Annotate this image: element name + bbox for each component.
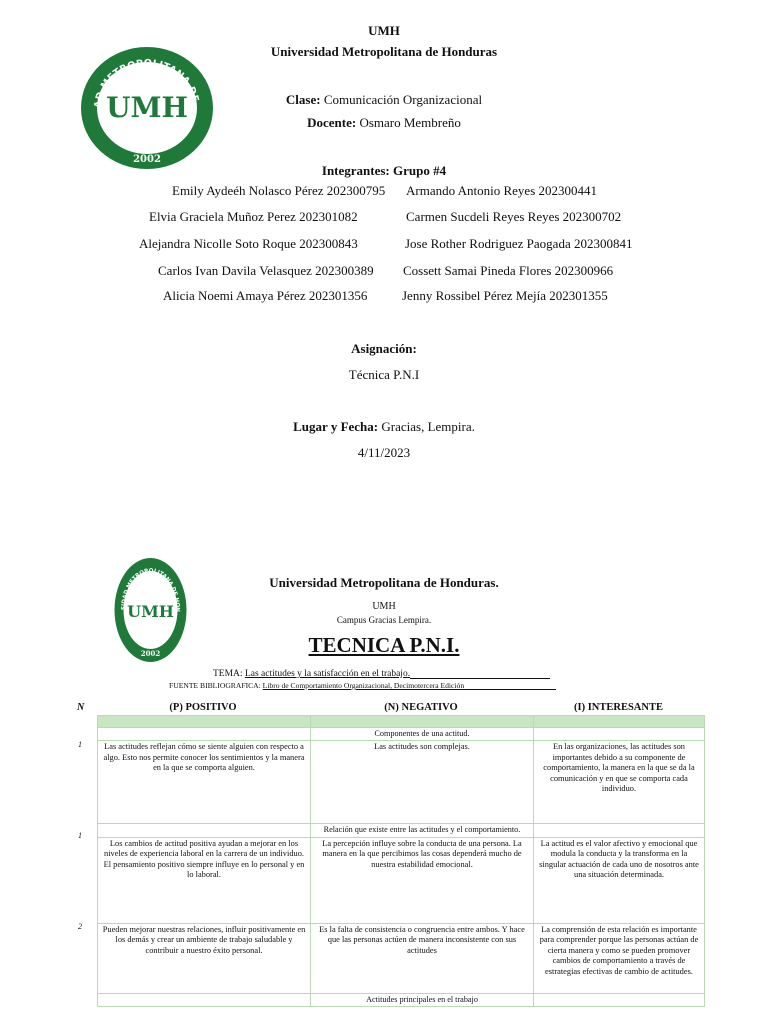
- page2-campus: Campus Gracias Lempira.: [336, 615, 432, 625]
- tema-underline: [410, 669, 550, 679]
- page2-acronym: UMH: [372, 601, 396, 612]
- section-row: [98, 824, 705, 837]
- member-name: Cossett Samai Pineda Flores 202300966: [403, 263, 614, 278]
- tema-label: TEMA:: [213, 669, 243, 679]
- class-label: Clase:: [285, 92, 321, 107]
- section-title: Actitudes principales en el trabajo: [311, 993, 534, 1006]
- cell-interesante: En las organizaciones, las actitudes son importantes debido a su componente de comportamiento, la manera en la que se da la comunicación y en que se comporta cada individuo.: [534, 741, 705, 824]
- header-positivo: (P) POSITIVO: [169, 702, 237, 713]
- class-value: Comunicación Organizacional: [323, 92, 483, 107]
- page2-university: Universidad Metropolitana de Honduras.: [269, 575, 499, 590]
- logo-center-text: UMH: [106, 91, 188, 124]
- row-number: 1: [78, 831, 82, 840]
- header-negativo: (N) NEGATIVO: [384, 702, 458, 713]
- section-row: [98, 728, 705, 741]
- umh-logo: [79, 45, 215, 171]
- row-number: 2: [78, 922, 82, 931]
- assignment-value: Técnica P.N.I: [348, 367, 420, 382]
- assignment-label: Asignación:: [351, 341, 417, 356]
- cell-negativo: Las actitudes son complejas.: [311, 741, 534, 824]
- cell-positivo: Las actitudes reflejan cómo se siente alguien con respecto a algo. Esto nos permite conocer los sentimientos y la manera en la que se comporta alguien.: [98, 741, 311, 824]
- cell-interesante: La comprensión de esta relación es importante para comprender porque las personas actúan de cierta manera y como se pueden promover cambios de comportamiento a través de estrategias efectivas de cambio de actitudes.: [534, 923, 705, 993]
- table-row: [98, 923, 705, 993]
- member-name: Carlos Ivan Davila Velasquez 202300389: [158, 263, 374, 278]
- class-line: [0, 92, 768, 108]
- header-n: N: [77, 702, 85, 713]
- logo-center-text: UMH: [127, 602, 174, 621]
- place-label: Lugar y Fecha:: [293, 419, 379, 434]
- page2-title: TECNICA P.N.I.: [308, 633, 460, 657]
- member-name: Armando Antonio Reyes 202300441: [406, 183, 598, 198]
- member-name: Emily Aydeéh Nolasco Pérez 202300795: [172, 183, 386, 198]
- member-name: Alejandra Nicolle Soto Roque 202300843: [139, 236, 358, 251]
- logo-year: 2002: [140, 649, 161, 658]
- section-row: [98, 993, 705, 1006]
- member-row: [0, 183, 768, 203]
- tema-value: Las actitudes y la satisfacción en el trabajo.: [244, 669, 411, 679]
- logo-year: 2002: [133, 154, 161, 165]
- place-line: [0, 419, 768, 435]
- cell-negativo: Es la falta de consistencia o congruencia entre ambos. Y hace que las personas actúen de manera inconsistente con sus actitudes: [311, 923, 534, 993]
- source-label: FUENTE BIBLIOGRAFICA:: [169, 681, 261, 690]
- members-title: Integrantes: Grupo #4: [321, 163, 447, 178]
- member-name: Carmen Sucdeli Reyes Reyes 202300702: [406, 209, 622, 224]
- member-row: [0, 209, 768, 229]
- cell-positivo: Los cambios de actitud positiva ayudan a mejorar en los niveles de experiencia laboral en la carrera de un individuo. El pensamiento positivo siempre influye en lo personal y en lo laboral.: [98, 837, 311, 923]
- table-row: [98, 837, 705, 923]
- table-header-band: [98, 716, 705, 728]
- member-name: Jenny Rossibel Pérez Mejía 202301355: [402, 288, 608, 303]
- source-underline: [464, 682, 556, 690]
- source-line: [169, 681, 556, 690]
- teacher-label: Docente:: [307, 115, 357, 130]
- member-name: Elvia Graciela Muñoz Perez 202301082: [149, 209, 358, 224]
- header-interesante: (I) INTERESANTE: [574, 702, 663, 713]
- teacher-value: Osmaro Membreño: [359, 115, 461, 130]
- place-value: Gracias, Lempira.: [381, 419, 475, 434]
- table-row: [98, 741, 705, 824]
- source-value: Libro de Comportamiento Organizacional, Decimotercera Edición: [262, 681, 465, 690]
- member-name: Jose Rother Rodriguez Paogada 202300841: [405, 236, 633, 251]
- cover-acronym: UMH: [368, 23, 400, 38]
- cover-university: Universidad Metropolitana de Honduras: [270, 44, 498, 59]
- teacher-line: [0, 115, 768, 131]
- cell-negativo: La percepción influye sobre la conducta de una persona. La manera en la que percibimos las cosas dependerá mucho de nuestra estabilidad emocional.: [311, 837, 534, 923]
- row-number: 1: [78, 740, 82, 749]
- logo-ring-text: AD METROPOLITANA DE: [92, 57, 201, 109]
- cell-interesante: La actitud es el valor afectivo y emocional que modula la conducta y la transforma en la singular actuación de cada uno de nosotros ante una situación determinada.: [534, 837, 705, 923]
- pni-table: [97, 715, 705, 1007]
- cell-positivo: Pueden mejorar nuestras relaciones, influir positivamente en los demás y crear un ambiente de trabajo saludable y contribuir a nuestro éxito personal.: [98, 923, 311, 993]
- logo-ring-text: SIDAD METROPOLITANA DE HON: [120, 568, 181, 612]
- member-row: [0, 288, 768, 308]
- member-name: Alicia Noemi Amaya Pérez 202301356: [163, 288, 368, 303]
- member-row: [0, 263, 768, 283]
- section-title: Componentes de una actitud.: [311, 728, 534, 741]
- section-title: Relación que existe entre las actitudes y el comportamiento.: [311, 824, 534, 837]
- member-row: [0, 236, 768, 256]
- cover-date: 4/11/2023: [357, 445, 411, 460]
- tema-line: [213, 669, 550, 679]
